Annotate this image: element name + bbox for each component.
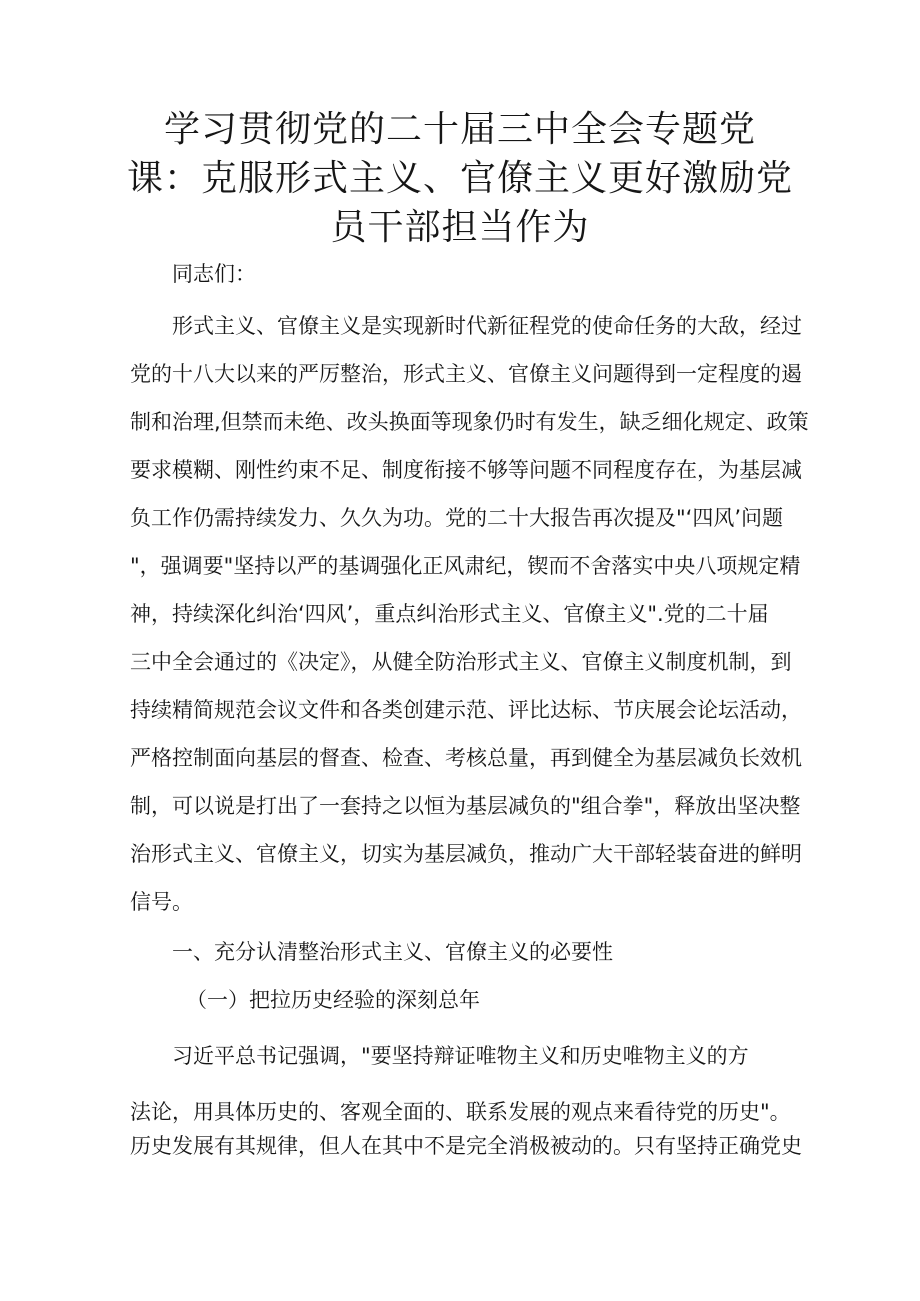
paragraph-1-line: 制和治理,但禁而未绝、改头换面等现象仍时有发生，缺乏细化规定、政策 [130,410,809,434]
paragraph-1-line: 负工作仍需持续发力、久久为功。党的二十大报告再次提及"‘四风’问题 [130,506,784,530]
paragraph-1-line: 制，可以说是打出了一套持之以恒为基层减负的"组合拳"，释放出坚决整 [130,794,801,818]
paragraph-1-line: 形式主义、官僚主义是实现新时代新征程党的使命任务的大敌，经过 [172,314,802,338]
title-line-1: 学习贯彻党的二十届三中全会专题党 [163,109,756,150]
paragraph-1-line: 三中全会通过的《决定》，从健全防治形式主义、官僚主义制度机制，到 [130,650,792,674]
paragraph-1-line: 党的十八大以来的严厉整治，形式主义、官僚主义问题得到一定程度的遏 [130,362,802,386]
title-line-3: 员干部担当作为 [330,207,590,248]
paragraph-2-line: 法论，用具体历史的、客观全面的、联系发展的观点来看待党的历史"。 [130,1100,791,1124]
paragraph-1-line: 神，持续深化纠治‘四风’，重点纠治形式主义、官僚主义".党的二十届 [130,602,769,626]
paragraph-1-line: "，强调要"坚持以严的基调强化正风肃纪，锲而不舍落实中央八项规定精 [130,554,801,578]
subsection-heading-1: （一）把拉历史经验的深刻总年 [186,988,480,1012]
paragraph-1-line: 持续精简规范会议文件和各类创建示范、评比达标、节庆展会论坛活动， [130,698,802,722]
section-heading-1: 一、充分认清整治形式主义、官僚主义的必要性 [172,940,613,964]
title-line-2: 课：克服形式主义、官僚主义更好激励党 [126,158,793,199]
paragraph-2-line: 习近平总书记强调，"要坚持辩证唯物主义和历史唯物主义的方 [172,1044,749,1068]
paragraph-2-line: 历史发展有其规律，但人在其中不是完全消极被动的。只有坚持正确党史 [130,1134,802,1158]
paragraph-1-line: 严格控制面向基层的督查、检查、考核总量，再到健全为基层减负长效机 [130,746,802,770]
paragraph-1-line: 要求模糊、刚性约束不足、制度衔接不够等问题不同程度存在，为基层减 [130,458,802,482]
salutation: 同志们： [172,262,256,286]
paragraph-1-line: 治形式主义、官僚主义，切实为基层减负，推动广大干部轻装奋进的鲜明 [130,842,802,866]
paragraph-1-line: 信号。 [130,890,193,914]
